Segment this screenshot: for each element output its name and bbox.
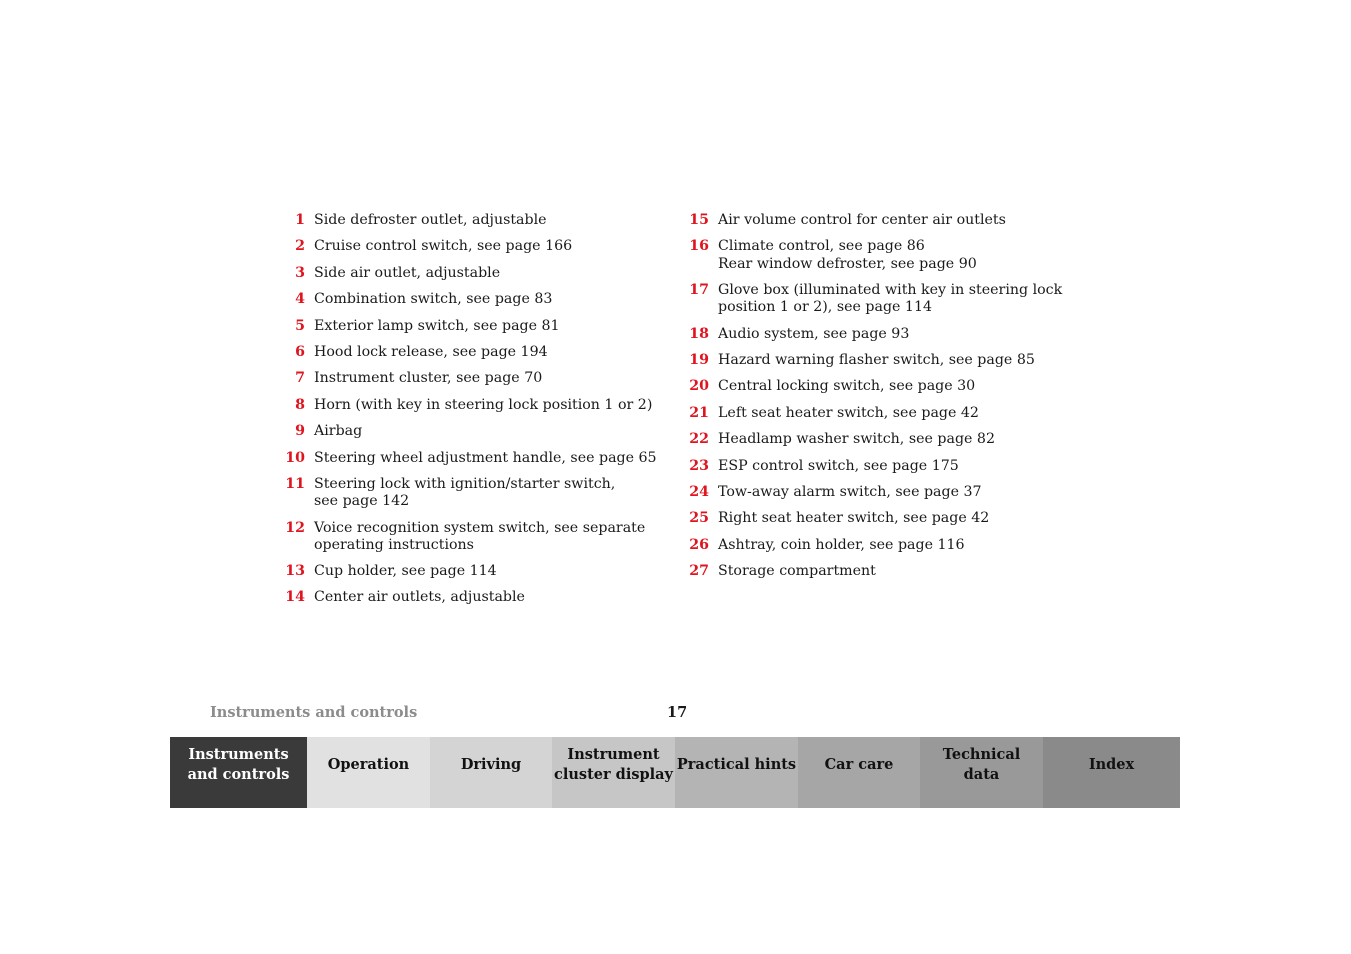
legend-item xyxy=(282,212,662,229)
legend-item-number: 3 xyxy=(295,264,305,281)
legend-item xyxy=(282,291,662,308)
legend-item-text: Storage compartment xyxy=(718,563,876,580)
legend-item-number: 11 xyxy=(285,475,305,492)
legend-item-number: 4 xyxy=(295,291,305,308)
legend-item-text: Steering lock with ignition/starter switch, see page 142 xyxy=(314,475,616,510)
tab-operation[interactable]: Operation xyxy=(307,737,430,808)
legend-item-number: 19 xyxy=(689,351,709,368)
legend-item xyxy=(686,484,1086,501)
legend-item-number: 20 xyxy=(689,378,709,395)
legend-item-number: 9 xyxy=(295,423,305,440)
legend-item-text: Steering wheel adjustment handle, see page 65 xyxy=(314,449,657,466)
tab-index[interactable]: Index xyxy=(1043,737,1180,808)
legend-item-text: Center air outlets, adjustable xyxy=(314,589,525,606)
tab-practical-hints[interactable]: Practical hints xyxy=(675,737,798,808)
legend-item-text: Airbag xyxy=(314,423,363,440)
legend-item-text: Hazard warning flasher switch, see page 85 xyxy=(718,351,1035,368)
legend-item-number: 2 xyxy=(295,238,305,255)
tab-technical-data[interactable]: Technical data xyxy=(920,737,1043,808)
legend-item-number: 23 xyxy=(689,457,709,474)
legend-item xyxy=(686,537,1086,554)
legend-item-text: Central locking switch, see page 30 xyxy=(718,378,976,395)
legend-item-number: 6 xyxy=(295,343,305,360)
footer-section-title: Instruments and controls xyxy=(210,704,418,721)
tab-instruments[interactable]: Instruments and controls xyxy=(170,737,307,808)
legend-item-text: Combination switch, see page 83 xyxy=(314,291,553,308)
legend-item-text: Headlamp washer switch, see page 82 xyxy=(718,431,995,448)
legend-item-number: 13 xyxy=(285,563,305,580)
legend-item-number: 17 xyxy=(689,281,709,298)
legend-item-number: 8 xyxy=(295,396,305,413)
legend-item-text: Voice recognition system switch, see separate operating instructions xyxy=(314,519,646,553)
legend-item xyxy=(282,520,662,554)
legend-item xyxy=(282,589,662,606)
legend-item-text: Cruise control switch, see page 166 xyxy=(314,238,573,255)
legend-item-text: Instrument cluster, see page 70 xyxy=(314,370,543,387)
legend-item-number: 10 xyxy=(285,449,305,466)
legend-item-text: Climate control, see page 86 Rear window defroster, see page 90 xyxy=(718,238,977,272)
tab-car-care[interactable]: Car care xyxy=(798,737,920,808)
legend-item-text: Ashtray, coin holder, see page 116 xyxy=(718,536,965,553)
legend-item-number: 26 xyxy=(689,536,709,553)
legend-item-number: 1 xyxy=(295,212,305,228)
legend-item-number: 22 xyxy=(689,431,709,448)
legend-item-text: Audio system, see page 93 xyxy=(718,325,910,342)
legend-item-number: 27 xyxy=(689,563,709,580)
legend-item-text: Hood lock release, see page 194 xyxy=(314,343,548,360)
legend-item xyxy=(686,431,1086,448)
tab-instrument-cluster[interactable]: Instrument cluster display xyxy=(552,737,675,808)
legend-item-number: 12 xyxy=(285,519,305,536)
legend-item-text: Cup holder, see page 114 xyxy=(314,563,497,580)
legend-item xyxy=(686,326,1086,343)
legend-item xyxy=(686,563,1086,580)
legend-item xyxy=(686,378,1086,395)
legend-left-column xyxy=(282,212,662,616)
legend-item xyxy=(686,282,1086,316)
page-number: 17 xyxy=(667,704,688,721)
legend-item xyxy=(282,370,662,387)
legend-item xyxy=(282,344,662,361)
legend-item-number: 7 xyxy=(295,370,305,387)
legend-item-text: Side air outlet, adjustable xyxy=(314,264,501,281)
legend-item-number: 21 xyxy=(689,404,709,421)
legend-item xyxy=(282,238,662,255)
legend-item xyxy=(282,450,662,467)
legend-item xyxy=(686,238,1086,272)
legend-item-text: Tow-away alarm switch, see page 37 xyxy=(718,483,982,500)
legend-item xyxy=(282,397,662,414)
legend-item-text: Exterior lamp switch, see page 81 xyxy=(314,317,560,334)
legend-item xyxy=(282,563,662,580)
legend-item xyxy=(282,423,662,440)
legend-item-text: Horn (with key in steering lock position 1 or 2) xyxy=(314,396,653,413)
legend-item-number: 14 xyxy=(285,589,305,606)
legend-item-text: Glove box (illuminated with key in steering lock position 1 or 2), see page 114 xyxy=(718,281,1063,316)
section-tab-bar xyxy=(170,737,1180,808)
legend-item xyxy=(282,318,662,335)
legend-item xyxy=(686,212,1086,229)
legend-item xyxy=(686,405,1086,422)
legend-item-text: ESP control switch, see page 175 xyxy=(718,457,959,474)
legend-item-number: 16 xyxy=(689,238,709,255)
legend-item xyxy=(686,352,1086,369)
legend-item-number: 25 xyxy=(689,510,709,527)
legend-item-text: Side defroster outlet, adjustable xyxy=(314,212,547,228)
legend-item xyxy=(282,476,662,510)
legend-item-text: Left seat heater switch, see page 42 xyxy=(718,404,979,421)
legend-item-text: Right seat heater switch, see page 42 xyxy=(718,510,990,527)
legend-item-number: 24 xyxy=(689,483,709,500)
legend-right-column xyxy=(686,212,1086,589)
legend-item xyxy=(686,458,1086,475)
legend-item xyxy=(282,265,662,282)
legend-item-number: 18 xyxy=(689,325,709,342)
legend-item-number: 15 xyxy=(689,212,709,228)
legend-item-number: 5 xyxy=(295,317,305,334)
tab-driving[interactable]: Driving xyxy=(430,737,552,808)
legend-item xyxy=(686,510,1086,527)
legend-item-text: Air volume control for center air outlets xyxy=(718,212,1006,228)
